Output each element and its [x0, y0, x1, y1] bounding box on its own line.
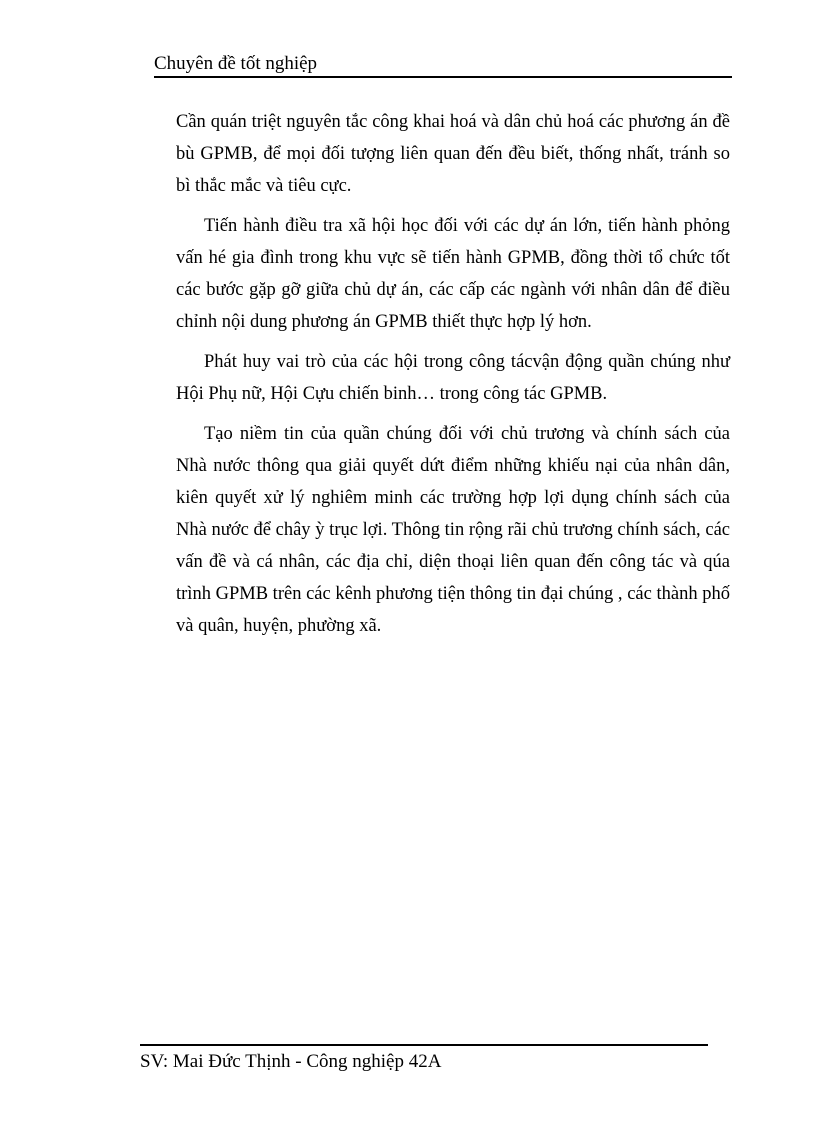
document-body	[176, 106, 730, 650]
header-title: Chuyên đề tốt nghiệp	[154, 53, 318, 74]
paragraph-4: Tạo niềm tin của quần chúng đối với chủ trương và chính sách của Nhà nước thông qua giải quyết dứt điểm những khiếu nại của nhân dân, kiên quyết xử lý nghiêm minh các trường hợp lợi dụng chính sách của Nhà nước để chây ỳ trục lợi. Thông tin rộng rãi chủ trương chính sách, các vấn đề và cá nhân, các địa chỉ, diện thoại liên quan đến công tác và qúa trình GPMB trên các kênh phương tiện thông tin đại chúng , các thành phố và quân, huyện, phường xã.	[176, 424, 730, 636]
paragraph-3: Phát huy vai trò của các hội trong công tácvận động quần chúng như Hội Phụ nữ, Hội Cựu chiến binh… trong công tác GPMB.	[176, 352, 730, 404]
page-footer	[140, 1044, 708, 1076]
header-rule	[154, 76, 732, 78]
footer-text: SV: Mai Đức Thịnh - Công nghiệp 42A	[140, 1051, 442, 1072]
footer-rule	[140, 1044, 708, 1046]
paragraph-2: Tiến hành điều tra xã hội học đối với các dự án lớn, tiến hành phỏng vấn hé gia đình trong khu vực sẽ tiến hành GPMB, đồng thời tổ chức tốt các bước gặp gỡ giữa chủ dự án, các cấp các ngành với nhân dân để điều chỉnh nội dung phương án GPMB thiết thực hợp lý hơn.	[176, 216, 730, 332]
paragraph-1: Cần quán triệt nguyên tắc công khai hoá và dân chủ hoá các phương án đề bù GPMB, để mọi đối tượng liên quan đến đều biết, thống nhất, tránh so bì thắc mắc và tiêu cực.	[176, 112, 730, 196]
page-header	[154, 52, 732, 78]
